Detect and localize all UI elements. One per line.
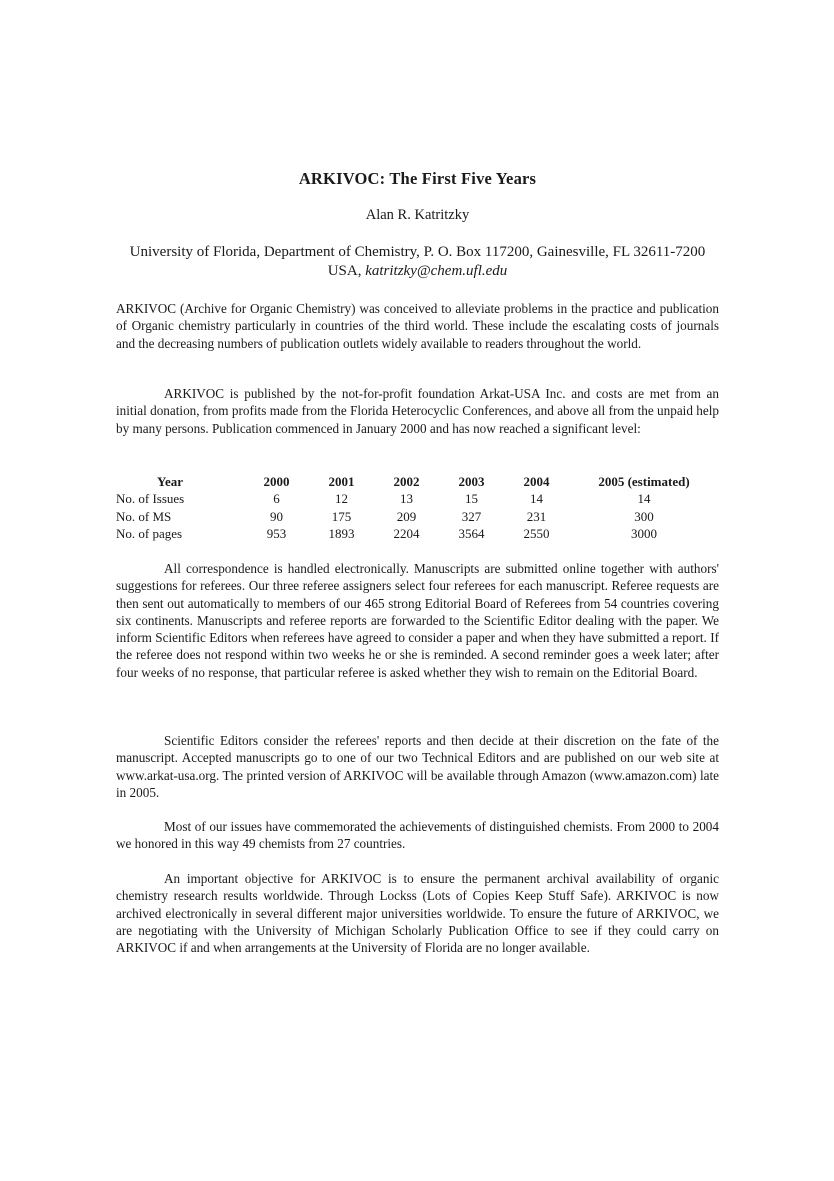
table-cell: 2550 [523, 525, 550, 541]
table-cell: 1893 [328, 525, 355, 541]
author-email: katritzky@chem.ufl.edu [365, 263, 508, 279]
table-cell: 13 [400, 491, 413, 507]
paragraph-commemorations: Most of our issues have commemorated the achievements of distinguished chemists. From 2000 to 2004 we honored in this way 49 chemists from 27 countries. [116, 819, 719, 852]
table-header-cell: Year [157, 474, 183, 489]
table-cell: 90 [270, 508, 283, 524]
paragraph-correspondence: All correspondence is handled electronically. Manuscripts are submitted online together with authors' suggestions for referees. Our three referee assigners select four referees for each manuscript. Referee requests are then sent out automatically to members of our 465 strong Editorial Board of Referees from 54 countries covering six continents. Manuscripts and referee reports are forwarded to the Scientific Editor dealing with the paper. We inform Scientific Editors when referees have agreed to consider a paper and when they have submitted a report. If the referee does not respond within two weeks he or she is reminded. A second reminder goes a week later; after four weeks of no response, that particular referee is asked whether they wish to remain on the Editorial Board. [116, 561, 719, 680]
table-header-cell: 2001 [328, 474, 355, 489]
table-row [116, 508, 719, 525]
table-cell: 6 [273, 491, 280, 507]
table-cell: 231 [526, 508, 547, 524]
table-header-cell: 2005 (estimated) [598, 474, 690, 489]
author-name: Alan R. Katritzky [365, 207, 470, 223]
table-cell: 327 [461, 508, 482, 524]
table-row [116, 490, 719, 507]
table-cell: No. of pages [116, 525, 183, 541]
table-cell: 14 [637, 491, 651, 507]
paragraph-editors: Scientific Editors consider the referees' reports and then decide at their discretion on the fate of the manuscript. Accepted manuscripts go to one of our two Technical Editors and are published on our web site at www.arkat-usa.org. The printed version of ARKIVOC will be available through Amazon (www.amazon.com) late in 2005. [116, 733, 719, 800]
table-cell: 175 [331, 508, 352, 524]
publication-stats-table [116, 473, 719, 542]
table-header-cell: 2004 [523, 474, 550, 489]
table-cell: 2204 [393, 525, 420, 541]
table-cell: No. of MS [116, 508, 172, 524]
table-header-row [116, 473, 719, 490]
table-row [116, 525, 719, 542]
table-cell: 14 [530, 491, 543, 507]
table-cell: 15 [465, 491, 478, 507]
affiliation-text: University of Florida, Department of Chemistry, P. O. Box 117200, Gainesville, FL 32611-7200 USA, [129, 244, 706, 279]
paper-title: ARKIVOC: The First Five Years [298, 169, 537, 188]
paragraph-intro: ARKIVOC (Archive for Organic Chemistry) was conceived to alleviate problems in the practice and publication of Organic chemistry particularly in countries of the third world. These include the escalating costs of journals and the decreasing numbers of publication outlets widely available to readers throughout the world. [116, 301, 719, 351]
paragraph-archival: An important objective for ARKIVOC is to ensure the permanent archival availability of organic chemistry research results worldwide. Through Lockss (Lots of Copies Keep Stuff Safe). ARKIVOC is now archived electronically in several different major universities worldwide. To ensure the future of ARKIVOC, we are negotiating with the University of Michigan Scholarly Publication Office to see if they could carry on ARKIVOC if and when arrangements at the University of Florida are no longer available. [116, 871, 719, 956]
table-cell: 953 [266, 525, 287, 541]
table-cell: 12 [335, 491, 348, 507]
table-cell: No. of Issues [116, 491, 185, 507]
paragraph-funding: ARKIVOC is published by the not-for-profit foundation Arkat-USA Inc. and costs are met from an initial donation, from profits made from the Florida Heterocyclic Conferences, and above all from the unpaid help by many persons. Publication commenced in January 2000 and has now reached a significant level: [116, 386, 719, 436]
table-cell: 209 [396, 508, 417, 524]
table-header-cell: 2003 [458, 474, 485, 489]
table-header-cell: 2002 [393, 474, 420, 489]
table-header-cell: 2000 [263, 474, 290, 489]
affiliation [116, 243, 719, 281]
table-cell: 3000 [631, 525, 657, 541]
table-cell: 3564 [458, 525, 485, 541]
table-cell: 300 [634, 508, 654, 524]
